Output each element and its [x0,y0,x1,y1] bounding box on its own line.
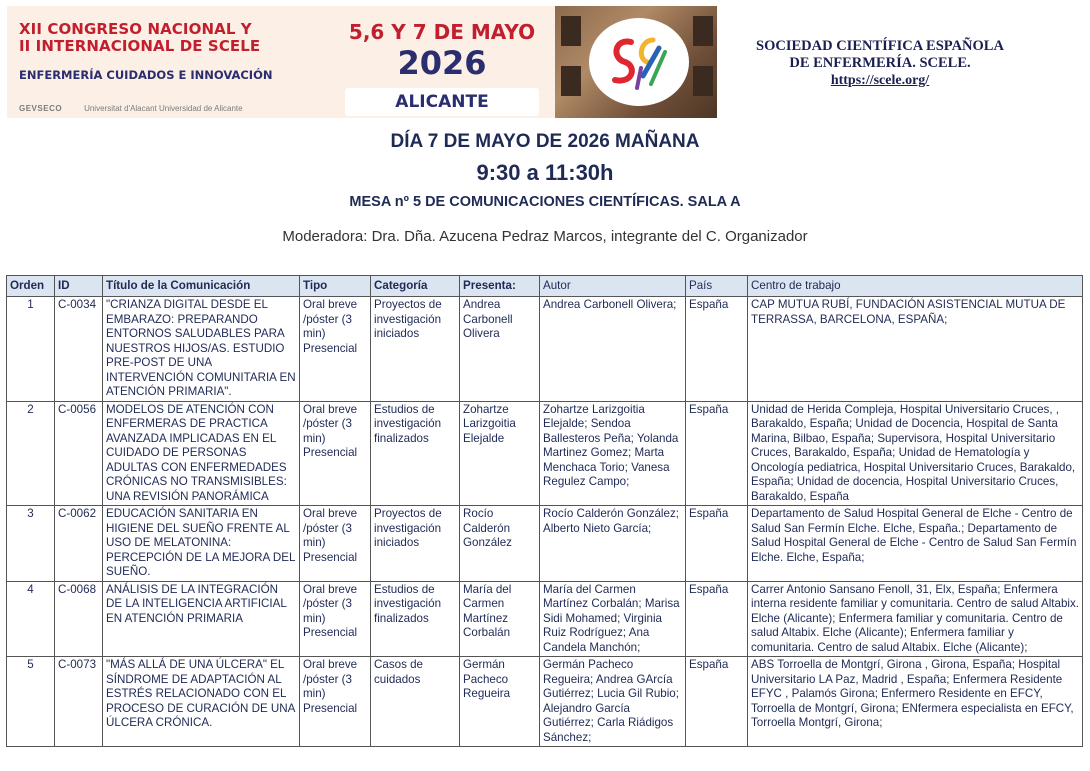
cell-tipo: Oral breve /póster (3 min) Presencial [300,657,371,747]
cell-categoria: Proyectos de investigación iniciados [371,506,460,582]
cell-categoria: Estudios de investigación finalizados [371,581,460,657]
cell-centro: Departamento de Salud Hospital General de Elche - Centro de Salud San Fermín Elche. Elche, España.; Departamento de Salud Hospital General de Elche - Centro de Salud San Fermín Elche. Elche, España; [748,506,1083,582]
cell-tipo: Oral breve /póster (3 min) Presencial [300,401,371,506]
header-tipo: Tipo [300,276,371,297]
header-categoria: Categoría [371,276,460,297]
cell-titulo: "MÁS ALLÁ DE UNA ÚLCERA" EL SÍNDROME DE ADAPTACIÓN AL ESTRÉS RELACIONADO CON EL PROCESO DE CURACIÓN DE UNA ÚLCERA CRÓNICA. [103,657,300,747]
cell-autor: Rocío Calderón González; Alberto Nieto García; [540,506,686,582]
cell-id: C-0062 [55,506,103,582]
cell-titulo: "CRIANZA DIGITAL DESDE EL EMBARAZO: PREPARANDO ENTORNOS SALUDABLES PARA NUESTROS HIJOS/AS. ESTUDIO PRE-POST DE UNA INTERVENCIÓN COMUNITARIA EN ATENCIÓN PRIMARIA". [103,297,300,402]
header-centro: Centro de trabajo [748,276,1083,297]
cell-autor: Andrea Carbonell Olivera; [540,297,686,402]
cell-presenta: Andrea Carbonell Olivera [460,297,540,402]
table-row [7,657,1083,747]
cell-pais: España [686,297,748,402]
cell-id: C-0056 [55,401,103,506]
banner-sponsor-logos [19,104,243,113]
header-orden: Orden [7,276,55,297]
scele-logo-icon [589,18,689,106]
table-row [7,401,1083,506]
cell-categoria: Casos de cuidados [371,657,460,747]
cell-orden: 2 [7,401,55,506]
cell-pais: España [686,657,748,747]
moderator-line: Moderadora: Dra. Dña. Azucena Pedraz Marcos, integrante del C. Organizador [282,228,808,245]
university-logo: Universitat d'Alacant Universidad de Alicante [84,104,243,113]
society-name-line1: SOCIEDAD CIENTÍFICA ESPAÑOLA [756,38,1004,54]
cell-centro: CAP MUTUA RUBÍ, FUNDACIÓN ASISTENCIAL MUTUA DE TERRASSA, BARCELONA, ESPAÑA; [748,297,1083,402]
header-titulo: Título de la Comunicación [103,276,300,297]
cell-id: C-0068 [55,581,103,657]
society-header [720,38,1040,89]
society-name-line2: DE ENFERMERÍA. SCELE. [789,55,971,71]
cell-orden: 5 [7,657,55,747]
banner-title-line2: II INTERNACIONAL DE SCELE [19,37,261,55]
cell-titulo: EDUCACIÓN SANITARIA EN HIGIENE DEL SUEÑO FRENTE AL USO DE MELATONINA: PERCEPCIÓN DE LA MEJORA DEL SUEÑO. [103,506,300,582]
header-id: ID [55,276,103,297]
cell-tipo: Oral breve /póster (3 min) Presencial [300,297,371,402]
banner-dates: 5,6 Y 7 DE MAYO [348,20,536,44]
banner-year: 2026 [397,44,487,82]
cell-orden: 1 [7,297,55,402]
congress-banner [7,6,717,118]
cell-presenta: Rocío Calderón González [460,506,540,582]
table-row [7,581,1083,657]
cell-tipo: Oral breve /póster (3 min) Presencial [300,506,371,582]
cell-autor: Germán Pacheco Regueira; Andrea GArcía Gutiérrez; Lucia Gil Rubio; Alejandro García Gutiérrez; Carla Riádigos Sánchez; [540,657,686,747]
header-autor: Autor [540,276,686,297]
banner-title-line1: XII CONGRESO NACIONAL Y [19,20,252,38]
society-website-link[interactable]: https://scele.org/ [830,73,930,88]
cell-centro: Carrer Antonio Sansano Fenoll, 31, Elx, España; Enfermera interna residente familiar y comunitaria. Centro de salud Altabix. Elche (Alicante); Enfermera familiar y comunitaria. Centro de salud Altabix. Elche (Alicante); Enfermera familiar y comunitaria. Centro de salud Altabix. Elche (Alicante); [748,581,1083,657]
cell-autor: María del Carmen Martínez Corbalán; Marisa Sidi Mohamed; Virginia Ruiz Rodríguez; Ana Candela Manchón; [540,581,686,657]
cell-titulo: MODELOS DE ATENCIÓN CON ENFERMERAS DE PRACTICA AVANZADA IMPLICADAS EN EL CUIDADO DE PERSONAS ADULTAS CON ENFERMEDADES CRÓNICAS NO TRANSMISIBLES: UNA REVISIÓN PANORÁMICA [103,401,300,506]
cell-orden: 3 [7,506,55,582]
cell-autor: Zohartze Larizgoitia Elejalde; Sendoa Ballesteros Peña; Yolanda Martinez Gomez; Marta Menchaca Torio; Vanesa Regulez Campo; [540,401,686,506]
banner-subtitle: ENFERMERÍA CUIDADOS E INNOVACIÓN [19,68,273,82]
session-title: MESA nº 5 DE COMUNICACIONES CIENTÍFICAS. SALA A [349,194,741,210]
cell-pais: España [686,506,748,582]
cell-presenta: Zohartze Larizgoitia Elejalde [460,401,540,506]
cell-tipo: Oral breve /póster (3 min) Presencial [300,581,371,657]
gevseco-logo: GEVSECO [19,104,63,113]
table-row [7,506,1083,582]
banner-photo [555,6,717,118]
table-row [7,297,1083,402]
cell-pais: España [686,581,748,657]
cell-categoria: Estudios de investigación finalizados [371,401,460,506]
cell-pais: España [686,401,748,506]
table-header-row [7,276,1083,297]
header-presenta: Presenta: [460,276,540,297]
cell-id: C-0034 [55,297,103,402]
cell-presenta: María del Carmen Martínez Corbalán [460,581,540,657]
cell-orden: 4 [7,581,55,657]
cell-id: C-0073 [55,657,103,747]
communications-table [6,275,1083,747]
banner-city: ALICANTE [345,88,539,116]
header-pais: País [686,276,748,297]
cell-titulo: ANÁLISIS DE LA INTEGRACIÓN DE LA INTELIGENCIA ARTIFICIAL EN ATENCIÓN PRIMARIA [103,581,300,657]
day-title: DÍA 7 DE MAYO DE 2026 MAÑANA [390,131,700,152]
cell-categoria: Proyectos de investigación iniciados [371,297,460,402]
cell-centro: Unidad de Herida Compleja, Hospital Universitario Cruces, , Barakaldo, España; Unidad de Docencia, Hospital de Santa Marina, Bilbao, España; Supervisora, Hospital Universitario Cruces, Barakaldo, España; Unidad de Hematología y Oncología pediatrica, Hospital Universitario Cruces, Barakaldo, España; Unidad de docencia, Hospital Universitario Cruces, Barakaldo, España [748,401,1083,506]
cell-centro: ABS Torroella de Montgrí, Girona , Girona, España; Hospital Universitario LA Paz, Madrid , España; Enfermera Residente EFYC , Palamós Girona; Enfermero Residente en EFCY, Torroella de Montgrí, Girona; ENfermera especialista en EFCY, Torroella Montgrí, Girona; [748,657,1083,747]
time-title: 9:30 a 11:30h [476,160,614,185]
cell-presenta: Germán Pacheco Regueira [460,657,540,747]
